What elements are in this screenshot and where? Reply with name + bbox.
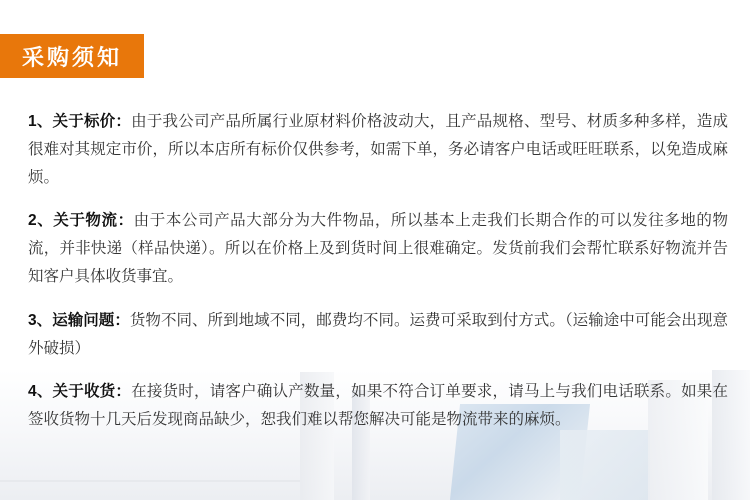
notice-item-1-lead: 1、关于标价： <box>28 112 132 130</box>
background-line <box>0 480 300 482</box>
notice-item-1-text: 由于我公司产品所属行业原材料价格波动大，且产品规格、型号、材质多种多样，造成很难对其规定市价，所以本店所有标价仅供参考，如需下单，务必请客户电话或旺旺联系，以免造成麻烦。 <box>28 112 728 186</box>
notice-item-2-text: 由于本公司产品大部分为大件物品，所以基本上走我们长期合作的可以发往多地的物流，并非快递（样品快递）。所以在价格上及到货时间上很难确定。发货前我们会帮忙联系好物流并告知客户具体收货事宜。 <box>28 212 728 285</box>
notice-item-3-text: 货物不同、所到地域不同，邮费均不同。运费可采取到付方式。（运输途中可能会出现意外破损） <box>28 311 728 357</box>
page-title-banner <box>0 34 144 78</box>
notice-item-4-text: 在接货时，请客户确认产数量，如果不符合订单要求，请马上与我们电话联系。如果在签收货物十几天后发现商品缺少，恕我们难以帮您解决可能是物流带来的麻烦。 <box>28 383 728 428</box>
notice-item-2-lead: 2、关于物流： <box>28 212 134 229</box>
notice-item-3-lead: 3、运输问题： <box>28 311 130 329</box>
notice-item-1 <box>28 108 728 192</box>
page-title: 采购须知 <box>22 44 123 70</box>
notice-item-3 <box>28 307 728 363</box>
notice-item-4 <box>28 378 728 434</box>
notice-item-2 <box>28 207 728 291</box>
notice-list <box>28 92 728 448</box>
notice-item-4-lead: 4、关于收货： <box>28 383 132 400</box>
